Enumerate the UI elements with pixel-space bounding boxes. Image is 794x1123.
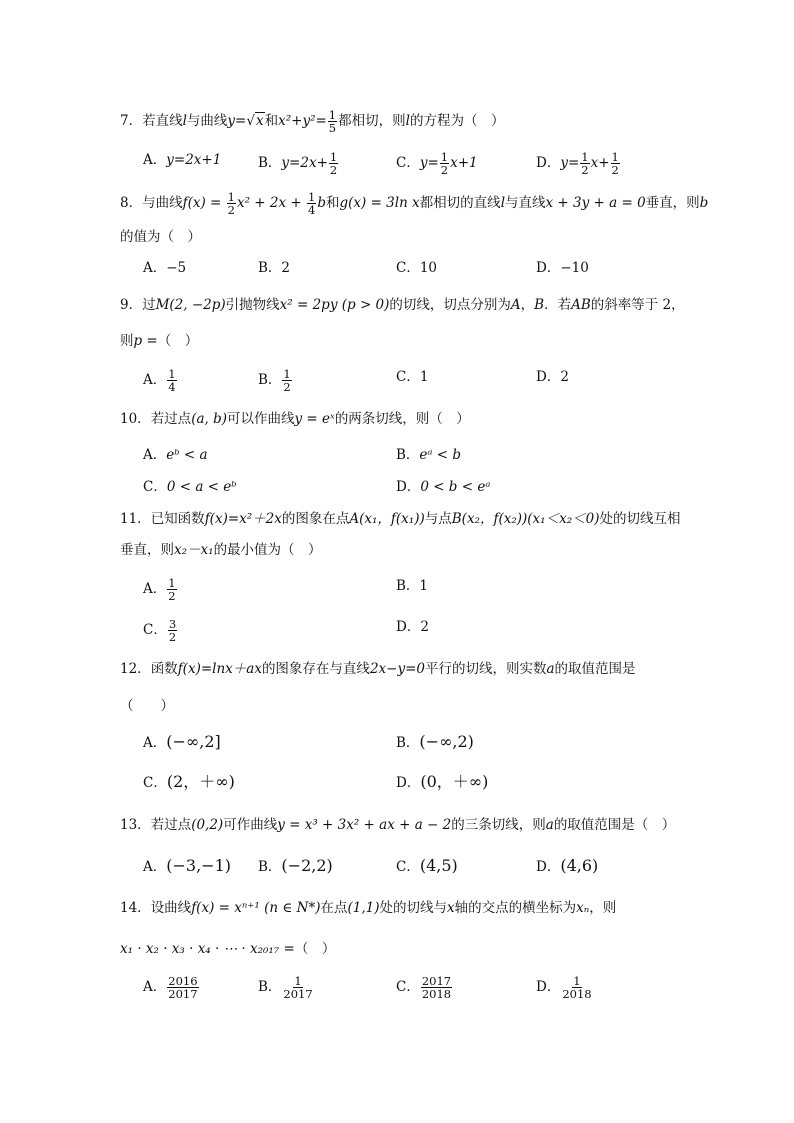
text: 的值为（ ） (120, 229, 201, 245)
math: x²+y²= (278, 113, 327, 129)
numerator: 1 (581, 150, 589, 164)
option-text: 1 (419, 578, 429, 594)
option-text: 0 < b < eᵃ (420, 479, 491, 495)
option-label: B． (258, 155, 282, 171)
q10-option-c (143, 478, 237, 496)
math: x (255, 113, 264, 129)
q13-option-b (258, 857, 333, 876)
q13-option-c (396, 857, 458, 876)
math: xₙ (576, 900, 590, 916)
math: x₁ · x₂ · x₃ · x₄ · ⋯ · x₂₀₁₇ = (120, 941, 295, 957)
denominator: 2 (168, 630, 177, 644)
text: 都相切的直线 (419, 195, 501, 211)
option-label: C． (143, 622, 167, 638)
fraction (561, 975, 592, 1000)
question-12-stem-cont (120, 697, 174, 715)
numerator: 1 (227, 190, 235, 204)
fraction (168, 618, 177, 643)
text: 处的切线与 (379, 900, 448, 916)
text: 轴的交点的横坐标为 (454, 900, 577, 916)
text: 和 (325, 195, 340, 211)
question-13-stem (120, 816, 675, 834)
fraction (282, 975, 313, 1000)
option-label: A． (143, 372, 167, 388)
option-label: A． (143, 152, 167, 168)
option-label: D． (396, 775, 421, 791)
option-text: (4,5) (419, 856, 458, 875)
denominator: 4 (168, 380, 176, 394)
math: y = eˣ (294, 411, 335, 427)
question-number: 10． (120, 411, 151, 427)
option-text: −5 (166, 260, 187, 276)
q8-option-d (536, 259, 589, 277)
option-text: 2 (281, 260, 291, 276)
numerator: 2016 (168, 974, 198, 988)
var-l: l (182, 113, 187, 129)
denominator: 2018 (421, 987, 452, 1001)
q13-option-d (536, 857, 598, 876)
question-11-stem (120, 510, 680, 528)
numerator: 1 (308, 190, 316, 204)
denominator: 4 (308, 203, 316, 217)
var-b: b (699, 195, 709, 211)
math: y = x³ + 3x² + ax + a − 2 (277, 817, 452, 833)
denominator: 2 (440, 163, 449, 177)
numerator: 1 (294, 974, 302, 988)
text: ．若 (544, 297, 572, 313)
option-label: B． (258, 859, 282, 875)
option-text: y=2x+ (281, 155, 328, 171)
option-label: B． (258, 979, 282, 995)
question-8-stem (120, 191, 708, 216)
q10-option-a (143, 446, 208, 464)
fraction (167, 577, 176, 602)
option-label: A． (143, 260, 167, 276)
fraction (227, 191, 236, 216)
math: x (447, 900, 455, 916)
q14-option-a (143, 975, 200, 1000)
numerator: 1 (283, 367, 291, 381)
math: (1,1) (347, 900, 380, 916)
text: 函数 (150, 661, 178, 677)
option-label: D． (536, 155, 561, 171)
option-label: D． (536, 260, 561, 276)
question-number: 13． (120, 817, 151, 833)
text: 的取值范围是 (554, 661, 636, 677)
math: B (534, 297, 545, 313)
question-10-stem (120, 410, 470, 428)
option-label: B． (258, 372, 282, 388)
question-7-stem: 7．若直线l与曲线y=√x和x²+y²= $\frac{1}{5}$ 都相切，则l的方程为（ ） (120, 108, 505, 135)
text: 的两条切线，则（ ） (334, 411, 470, 427)
question-number: 14． (120, 900, 151, 916)
text: （ ） (157, 333, 199, 349)
option-text: (−2,2) (281, 856, 333, 875)
denominator: 2017 (283, 987, 313, 1001)
option-label: D． (536, 369, 561, 385)
text: 的最小值为（ ） (213, 542, 322, 558)
fraction (282, 368, 291, 393)
option-text: (−∞,2] (166, 732, 221, 751)
option-text: (4,6) (560, 856, 599, 875)
math: x + 3y + a = 0 (545, 195, 646, 211)
option-text: 1 (419, 369, 429, 385)
text: 引抛物线 (225, 297, 280, 313)
math: B(x₂，f(x₂))(x₁＜x₂＜0) (451, 511, 600, 527)
q7-option-a (143, 151, 221, 169)
q11-option-b (396, 577, 428, 595)
math: A(x₁，f(x₁)) (349, 511, 425, 527)
q7-option-b (258, 151, 339, 176)
math: f(x)=x²＋2x (204, 511, 282, 527)
option-text: 2 (560, 369, 569, 385)
text: 的图象存在与直线 (261, 661, 370, 677)
math: f(x) = (182, 195, 226, 211)
option-label: B． (258, 260, 282, 276)
q12-option-d (396, 773, 488, 792)
var-l: l (500, 195, 506, 211)
text: 与曲线 (186, 113, 228, 129)
option-label: C． (143, 775, 167, 791)
option-text: x+1 (450, 155, 478, 171)
option-label: A． (143, 581, 167, 597)
text: 在点 (320, 900, 348, 916)
text: 垂直，则 (645, 195, 700, 211)
var-l: l (405, 113, 410, 129)
math: AB (571, 297, 591, 313)
q10-option-b (396, 446, 461, 464)
option-label: D． (396, 479, 421, 495)
text: ， (520, 297, 535, 313)
q11-option-c (143, 618, 178, 643)
question-number: 11． (120, 511, 151, 527)
text: 垂直，则 (120, 542, 174, 558)
option-text: (2，＋∞) (166, 772, 235, 791)
denominator: 2 (283, 380, 291, 394)
option-label: D． (396, 619, 421, 635)
option-text: (−∞,2) (419, 732, 474, 751)
option-label: C． (396, 155, 420, 171)
option-text: y=2x+1 (166, 152, 222, 168)
q13-option-a (143, 857, 231, 876)
math: g(x) = 3ln x (339, 195, 420, 211)
text: ，则 (589, 900, 617, 916)
numerator: 1 (329, 150, 338, 164)
option-label: C． (396, 859, 420, 875)
denominator: 2 (168, 589, 176, 603)
math: y= (227, 113, 247, 129)
option-label: A． (143, 859, 167, 875)
fraction (440, 151, 449, 176)
option-text: (0，＋∞) (420, 772, 489, 791)
denominator: 5 (328, 121, 337, 135)
math: A (510, 297, 521, 313)
numerator: 1 (573, 974, 581, 988)
q14-option-b (258, 975, 315, 1000)
option-text: (−3,−1) (166, 856, 231, 875)
denominator: 2018 (562, 987, 592, 1001)
option-label: C． (396, 260, 420, 276)
numerator: 1 (168, 367, 176, 381)
option-label: A． (143, 979, 167, 995)
text: 的图象在点 (281, 511, 350, 527)
math: 2x−y=0 (369, 661, 425, 677)
fraction (307, 191, 316, 216)
question-11-stem-cont (120, 541, 322, 559)
math: x₂－x₁ (174, 542, 214, 558)
question-number: 12． (120, 661, 151, 677)
q11-option-d (396, 618, 429, 636)
text: 过 (142, 297, 156, 313)
q11-option-a (143, 577, 178, 602)
text: 都相切，则 (338, 113, 406, 129)
text: 的斜率等于 2， (590, 297, 685, 313)
denominator: 2 (611, 163, 619, 177)
question-9-stem-cont (120, 332, 198, 350)
text: 与点 (424, 511, 452, 527)
option-text: 10 (419, 260, 438, 276)
math: x² = 2py (p > 0) (279, 297, 390, 313)
fraction (328, 109, 337, 134)
denominator: 2017 (168, 987, 198, 1001)
text: 与直线 (505, 195, 546, 211)
text: 则 (120, 333, 134, 349)
q9-option-d (536, 368, 569, 386)
option-text: y= (560, 155, 580, 171)
question-number: 7． (120, 113, 143, 129)
fraction (580, 151, 589, 176)
fraction (421, 975, 452, 1000)
math: x² + 2x + (236, 195, 306, 211)
option-text: −10 (560, 260, 589, 276)
option-label: B． (396, 447, 420, 463)
option-text: 0 < a < eᵇ (166, 479, 237, 495)
q14-option-d (536, 975, 594, 1000)
numerator: 1 (611, 150, 619, 164)
math: a (545, 817, 554, 833)
q8-option-b (258, 259, 290, 277)
option-text: eᵃ < b (419, 447, 462, 463)
option-label: C． (396, 979, 420, 995)
q8-option-c (396, 259, 437, 277)
text: 可以作曲线 (227, 411, 295, 427)
option-label: C． (143, 479, 167, 495)
option-label: D． (536, 979, 561, 995)
text: 与曲线 (142, 195, 183, 211)
option-label: B． (396, 735, 420, 751)
math: f(x)=lnx＋ax (177, 661, 262, 677)
denominator: 2 (581, 163, 589, 177)
question-14-stem (120, 899, 616, 917)
text: 若过点 (150, 411, 192, 427)
option-label: D． (536, 859, 561, 875)
text: 的取值范围是（ ） (553, 817, 676, 833)
fraction (611, 151, 620, 176)
question-8-stem-cont (120, 228, 201, 246)
text: 已知函数 (150, 511, 205, 527)
question-number: 8． (120, 195, 143, 211)
q14-option-c (396, 975, 453, 1000)
question-9-stem (120, 296, 685, 314)
q12-option-a (143, 733, 221, 752)
numerator: 3 (168, 617, 177, 631)
option-text: y= (419, 155, 439, 171)
question-12-stem (120, 660, 636, 678)
option-label: A． (143, 735, 167, 751)
option-text: eᵇ < a (166, 447, 208, 463)
q9-option-c (396, 368, 428, 386)
question-14-stem-cont (120, 940, 335, 958)
option-text: 2 (420, 619, 429, 635)
option-text: x+ (590, 155, 610, 171)
text: 的三条切线，则 (451, 817, 546, 833)
math: f(x) = xⁿ⁺¹ (n ∈ N*) (191, 900, 321, 916)
math: (0,2) (191, 817, 224, 833)
text: 的方程为（ ） (409, 113, 505, 129)
text: 设曲线 (150, 900, 192, 916)
text: 若直线 (142, 113, 183, 129)
text: （ ） (120, 698, 174, 714)
text: （ ） (294, 941, 336, 957)
question-number: 9． (120, 297, 143, 313)
math: a (546, 661, 555, 677)
numerator: 1 (440, 150, 449, 164)
option-label: C． (396, 369, 420, 385)
denominator: 2 (227, 203, 235, 217)
numerator: 1 (168, 576, 176, 590)
numerator: 2017 (421, 974, 452, 988)
fraction (167, 975, 198, 1000)
q10-option-d (396, 478, 490, 496)
text: 平行的切线，则实数 (424, 661, 547, 677)
fraction (329, 151, 338, 176)
text: 若过点 (150, 817, 192, 833)
denominator: 2 (329, 163, 338, 177)
math: p = (133, 333, 158, 349)
math: M(2, −2p) (155, 297, 226, 313)
option-label: B． (396, 578, 420, 594)
numerator: 1 (328, 108, 337, 122)
q8-option-a (143, 259, 186, 277)
math: (a, b) (191, 411, 227, 427)
q7-option-d (536, 151, 621, 176)
q7-option-c (396, 151, 478, 176)
math: b (317, 195, 326, 211)
text: 的切线，切点分别为 (389, 297, 511, 313)
text: 处的切线互相 (599, 511, 681, 527)
text: 可作曲线 (223, 817, 278, 833)
text: 和 (264, 113, 279, 129)
q9-option-a (143, 368, 178, 393)
q12-option-c (143, 773, 235, 792)
q12-option-b (396, 733, 474, 752)
option-label: A． (143, 447, 167, 463)
q9-option-b (258, 368, 293, 393)
fraction (167, 368, 176, 393)
